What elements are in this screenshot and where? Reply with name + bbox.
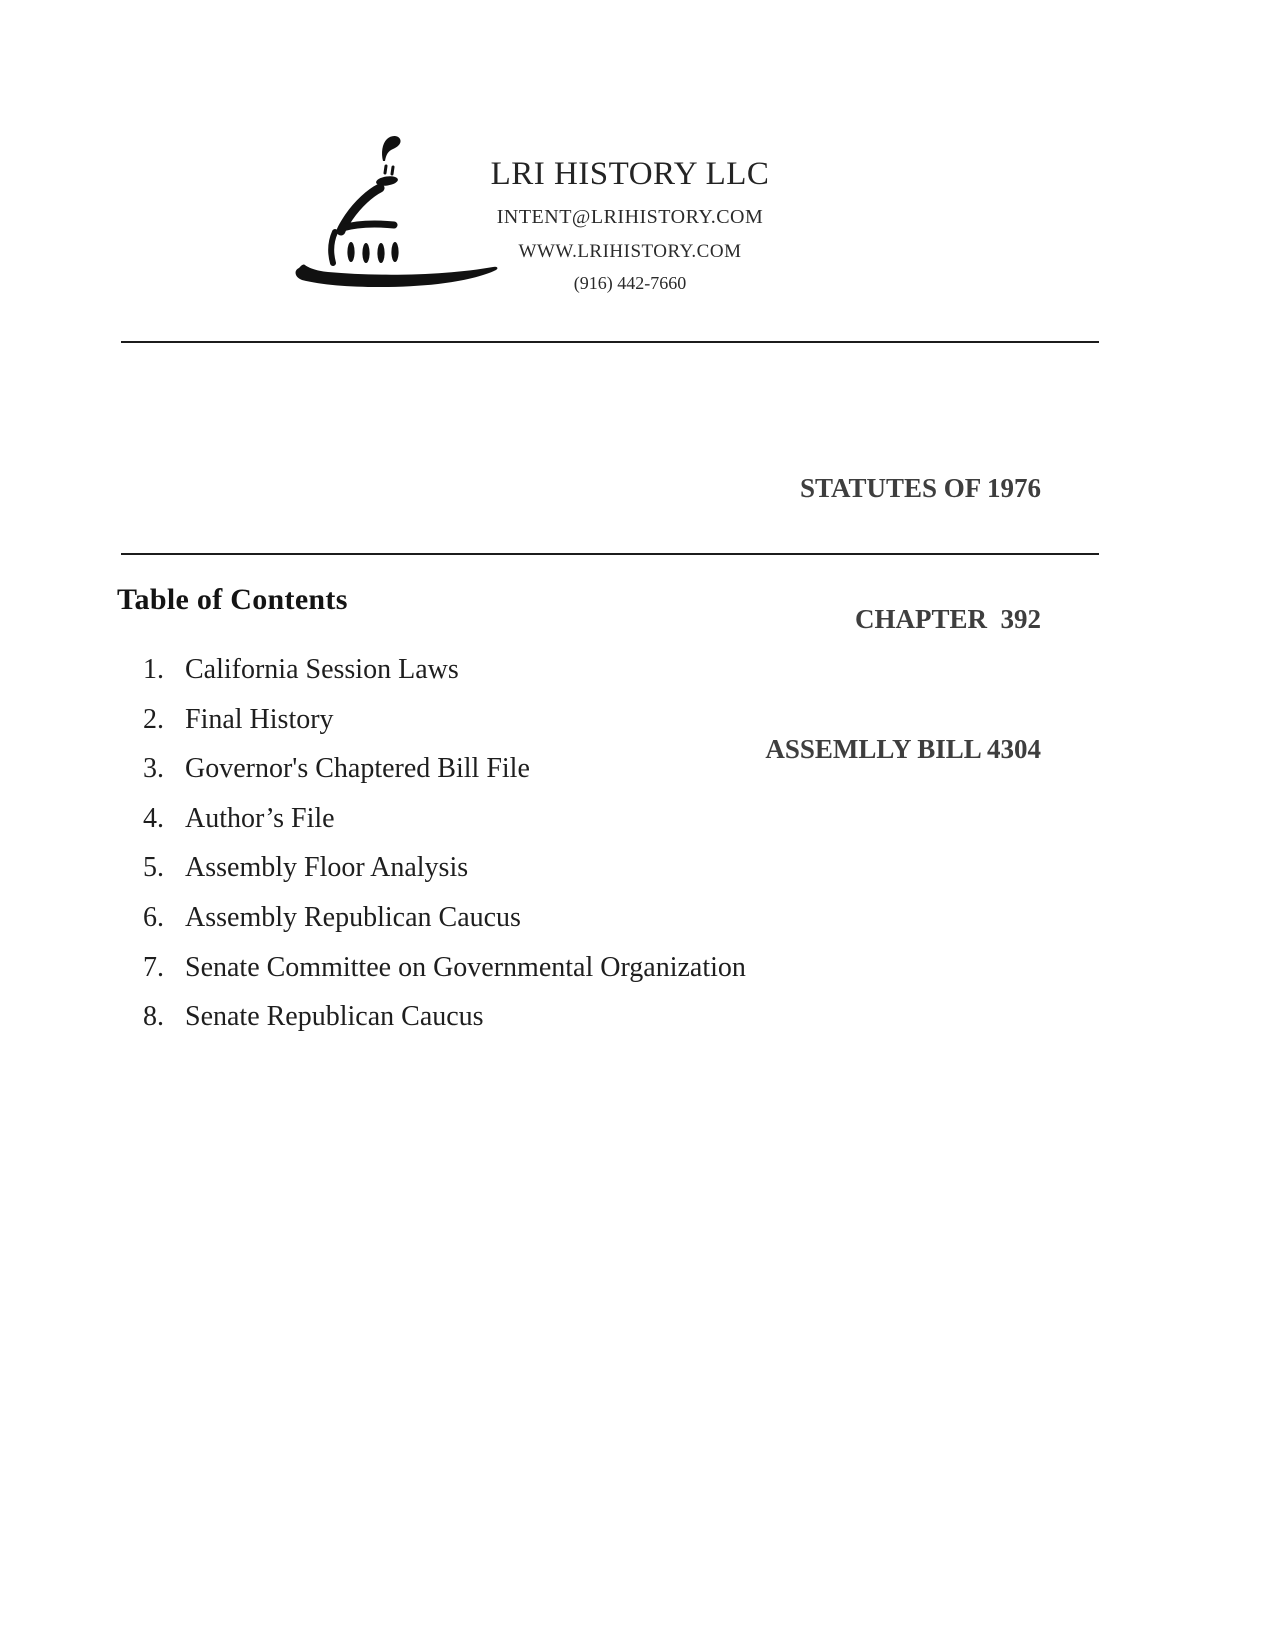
- contact-phone: (916) 442-7660: [573, 273, 687, 293]
- toc-item-label: California Session Laws: [185, 654, 459, 685]
- toc-item-label: Assembly Floor Analysis: [185, 852, 469, 884]
- toc-item-senate-committee-governmental-organization: [0, 943, 1276, 993]
- toc-item-assembly-floor-analysis: [0, 843, 1276, 893]
- toc-item-final-history: [0, 695, 1276, 745]
- company-name: LRI HISTORY LLC: [490, 156, 770, 192]
- toc-item-number: 8.: [143, 1001, 164, 1033]
- toc-item-assembly-republican-caucus: [0, 893, 1276, 943]
- toc-item-authors-file: [0, 794, 1276, 844]
- toc-item-label: Senate Republican Caucus: [185, 1001, 484, 1033]
- divider-top: [121, 341, 1099, 343]
- toc-item-number: 6.: [143, 901, 164, 933]
- toc-item-label: Author’s File: [185, 802, 335, 834]
- reference-line-chapter: CHAPTER 392: [854, 603, 1041, 634]
- toc-heading: Table of Contents: [117, 583, 348, 616]
- capitol-dome-logo-icon: [288, 120, 500, 292]
- toc-item-label: Assembly Republican Caucus: [185, 901, 521, 933]
- toc-item-number: 4.: [143, 802, 164, 834]
- toc-item-label: Senate Committee on Governmental Organization: [185, 951, 746, 983]
- toc-item-number: 5.: [143, 852, 164, 884]
- toc-item-number: 3.: [143, 753, 164, 785]
- toc-item-governors-chaptered-bill-file: [0, 744, 1276, 794]
- toc-item-label: Final History: [185, 703, 334, 735]
- toc-item-number: 7.: [143, 951, 164, 983]
- toc-list: [0, 645, 1276, 1042]
- toc-item-california-session-laws: [0, 645, 1276, 695]
- toc-item-label: Governor's Chaptered Bill File: [185, 753, 530, 785]
- reference-line-statutes: STATUTES OF 1976: [799, 473, 1041, 503]
- toc-item-senate-republican-caucus: [0, 992, 1276, 1042]
- toc-item-number: 2.: [143, 703, 164, 735]
- toc-item-number: 1.: [143, 654, 164, 685]
- contact-email: INTENT@LRIHISTORY.COM: [496, 206, 764, 228]
- contact-website: WWW.LRIHISTORY.COM: [518, 241, 742, 262]
- reference-line-bill: ASSEMLLY BILL 4304: [765, 734, 1041, 764]
